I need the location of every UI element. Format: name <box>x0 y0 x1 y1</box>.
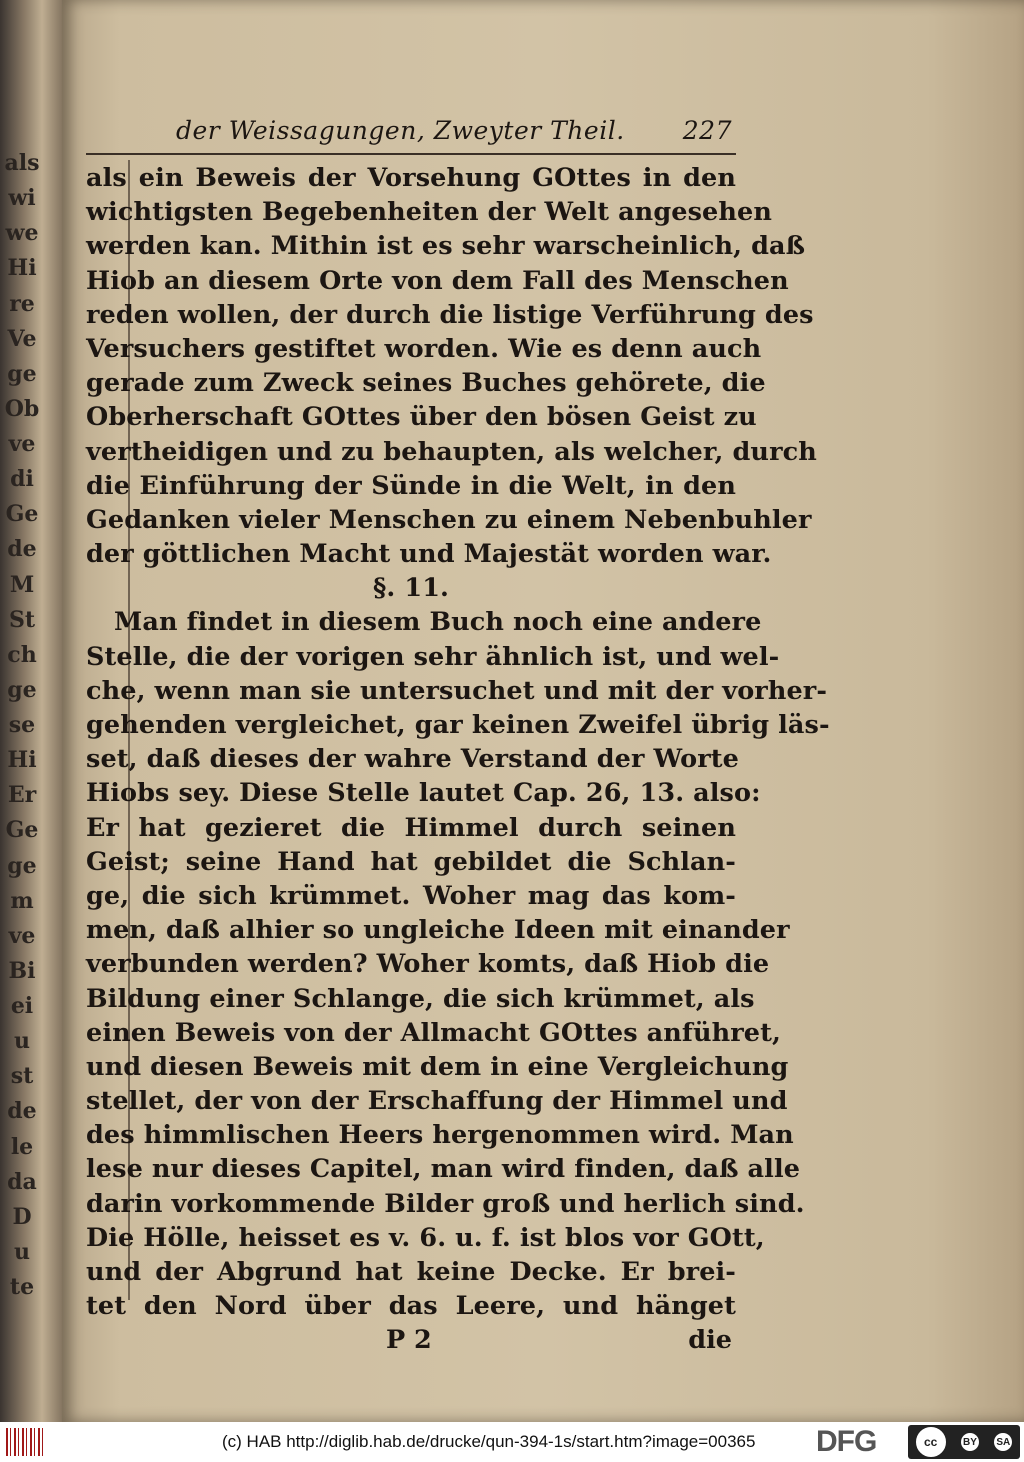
text-line: und diesen Beweis mit dem in eine Vergleichung <box>86 1051 789 1082</box>
text-line: lese nur dieses Capitel, man wird finden, daß alle <box>86 1154 801 1185</box>
running-head-title: der Weissagungen, Zweyter Theil. <box>176 116 625 145</box>
by-icon: BY <box>961 1433 979 1451</box>
margin-fragment: ve <box>8 922 36 949</box>
text-line: als ein Beweis der Vorsehung GOttes in den <box>86 163 736 193</box>
text-line: stellet, der von der Erschaffung der Himmel und <box>86 1086 788 1117</box>
text-line: Er hat gezieret die Himmel durch seinen <box>86 812 736 843</box>
text-line: vertheidigen und zu behaupten, als welcher, durch <box>86 436 817 467</box>
margin-fragment: Hi <box>7 255 37 282</box>
text-line: Man findet in diesem Buch noch eine andere <box>114 607 762 638</box>
text-line: der göttlichen Macht und Majestät worden war. <box>86 539 772 570</box>
text-line: Versuchers gestiftet worden. Wie es denn auch <box>86 333 762 364</box>
margin-fragment: Ge <box>5 501 39 528</box>
margin-fragment: re <box>9 290 35 317</box>
section-mark: §. 11. <box>372 573 450 604</box>
text-line: Gedanken vieler Menschen zu einem Nebenbuhler <box>86 504 812 535</box>
text-line: Stelle, die der vorigen sehr ähnlich ist, und wel- <box>86 641 780 672</box>
margin-fragment: ge <box>7 676 37 703</box>
hab-barcode-icon <box>6 1428 44 1456</box>
text-line: men, daß alhier so ungleiche Ideen mit einander <box>86 915 790 946</box>
margin-fragment: u <box>14 1028 30 1055</box>
text-line: Die Hölle, heisset es v. 6. u. f. ist blos vor GOtt, <box>86 1222 765 1253</box>
margin-fragment: Ve <box>7 325 37 352</box>
signature-row <box>86 1323 736 1357</box>
cc-license-badge[interactable] <box>908 1425 1020 1459</box>
margin-fragment: di <box>10 466 34 493</box>
sa-icon: SA <box>994 1433 1012 1451</box>
footer-bar <box>0 1422 1024 1462</box>
text-line: des himmlischen Heers hergenommen wird. Man <box>86 1120 794 1151</box>
previous-page-fragments <box>0 150 44 1300</box>
catchword: die <box>688 1325 732 1356</box>
text-line: wichtigsten Begebenheiten der Welt angesehen <box>86 197 772 228</box>
margin-fragment: als <box>4 150 40 176</box>
margin-fragment: ch <box>7 641 37 668</box>
credit-link[interactable]: (c) HAB http://diglib.hab.de/drucke/qun-394-1s/start.htm?image=00365 <box>222 1432 756 1451</box>
margin-fragment: ge <box>7 852 37 879</box>
paragraph-2 <box>86 605 830 1323</box>
cc-icon: cc <box>916 1427 946 1457</box>
margin-fragment: we <box>5 220 39 247</box>
signature-mark: P 2 <box>386 1325 432 1356</box>
page-number: 227 <box>682 116 732 145</box>
margin-fragment: wi <box>8 185 36 212</box>
margin-fragment: de <box>7 536 37 563</box>
text-line: werden kan. Mithin ist es sehr warscheinlich, daß <box>86 231 806 262</box>
text-line: tet den Nord über das Leere, und hänget <box>86 1291 736 1322</box>
text-line: gerade zum Zweck seines Buches gehörete, die <box>86 368 766 399</box>
text-line: verbunden werden? Woher komts, daß Hiob die <box>86 949 770 980</box>
page-text <box>86 116 830 1357</box>
margin-fragment: ei <box>10 993 34 1019</box>
margin-fragment: Bi <box>8 957 36 984</box>
margin-fragment: ge <box>7 360 37 387</box>
margin-fragment: Er <box>7 782 37 809</box>
margin-fragment: D <box>12 1203 32 1230</box>
margin-fragment: Hi <box>7 747 37 774</box>
text-line: Hiobs sey. Diese Stelle lautet Cap. 26, 13. also: <box>86 778 761 809</box>
running-header <box>86 116 736 155</box>
text-line: reden wollen, der durch die listige Verführung des <box>86 299 814 330</box>
text-line: Geist; seine Hand hat gebildet die Schlan- <box>86 846 736 877</box>
margin-fragment: ve <box>8 431 36 457</box>
text-line: Hiob an diesem Orte von dem Fall des Menschen <box>86 265 789 296</box>
margin-fragment: m <box>10 887 34 914</box>
margin-fragment: St <box>8 606 36 633</box>
text-line: die Einführung der Sünde in die Welt, in den <box>86 470 736 501</box>
margin-fragment: se <box>8 712 36 738</box>
margin-fragment: Ob <box>4 395 40 422</box>
text-line: ge, die sich krümmet. Woher mag das kom- <box>86 880 736 911</box>
dfg-logo: DFG <box>816 1425 877 1458</box>
margin-fragment: M <box>9 571 35 598</box>
text-line: einen Beweis von der Allmacht GOttes anführet, <box>86 1017 781 1048</box>
text-line: Oberherschaft GOttes über den bösen Geist zu <box>86 402 757 433</box>
margin-fragment: de <box>7 1098 37 1125</box>
margin-fragment: u <box>14 1238 30 1265</box>
text-line: Bildung einer Schlange, die sich krümmet, als <box>86 983 755 1014</box>
text-line: gehenden vergleichet, gar keinen Zweifel übrig läs- <box>86 710 830 740</box>
margin-fragment: da <box>7 1168 37 1195</box>
margin-fragment: le <box>10 1133 34 1160</box>
margin-fragment: Ge <box>5 817 39 844</box>
text-line: set, daß dieses der wahre Verstand der Worte <box>86 744 739 775</box>
text-line: darin vorkommende Bilder groß und herlich sind. <box>86 1188 805 1219</box>
margin-fragment: te <box>9 1274 35 1300</box>
text-line: che, wenn man sie untersuchet und mit der vorher- <box>86 675 828 706</box>
text-line: und der Abgrund hat keine Decke. Er brei- <box>86 1257 736 1287</box>
paragraph-1 <box>86 161 817 571</box>
margin-fragment: st <box>10 1063 34 1090</box>
